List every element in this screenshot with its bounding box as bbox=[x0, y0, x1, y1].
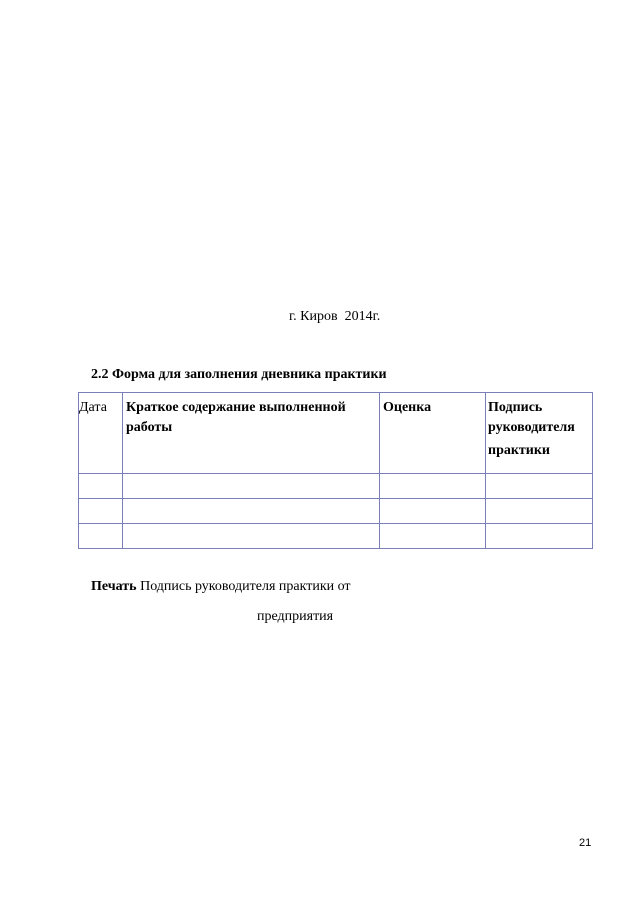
table-cell bbox=[380, 524, 486, 549]
table-row bbox=[79, 499, 593, 524]
header-signature-line1: Подпись руководителя bbox=[488, 400, 575, 435]
table-cell bbox=[486, 499, 593, 524]
table-cell bbox=[380, 499, 486, 524]
stamp-label: Печать bbox=[91, 579, 137, 594]
stamp-signature-line bbox=[91, 579, 351, 595]
table-cell bbox=[79, 474, 123, 499]
city-year-line: г. Киров 2014г. bbox=[289, 309, 381, 324]
practice-diary-table bbox=[78, 392, 593, 549]
table-row bbox=[79, 524, 593, 549]
header-date: Дата bbox=[79, 393, 123, 474]
table-cell bbox=[486, 474, 593, 499]
table-cell bbox=[123, 474, 380, 499]
table-cell bbox=[486, 524, 593, 549]
section-heading: 2.2 Форма для заполнения дневника практики bbox=[91, 367, 387, 382]
table-cell bbox=[79, 524, 123, 549]
table-header-row bbox=[79, 393, 593, 474]
page-number: 21 bbox=[579, 837, 592, 849]
table-cell bbox=[380, 474, 486, 499]
signature-text: Подпись руководителя практики от bbox=[140, 579, 351, 594]
table-cell bbox=[79, 499, 123, 524]
header-signature bbox=[486, 393, 593, 474]
table-row bbox=[79, 474, 593, 499]
signature-text-continuation: предприятия bbox=[257, 609, 334, 624]
table-cell bbox=[123, 499, 380, 524]
header-grade: Оценка bbox=[380, 393, 486, 474]
header-summary: Краткое содержание выполненной работы bbox=[123, 393, 380, 474]
header-signature-line2: практики bbox=[488, 443, 550, 458]
table-cell bbox=[123, 524, 380, 549]
